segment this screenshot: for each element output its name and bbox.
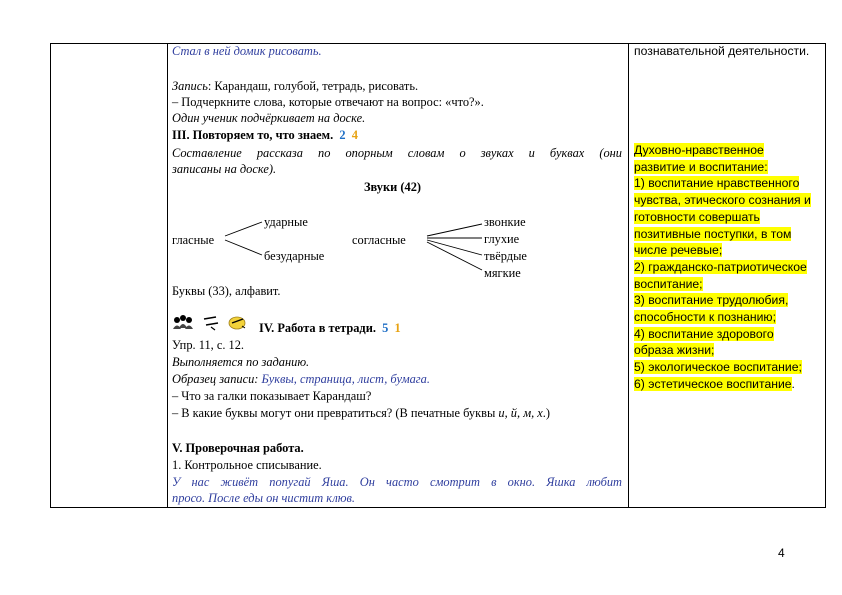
education-item-3: 3) воспитание трудолюбия, способности к познанию; [634, 293, 789, 325]
page-number: 4 [778, 546, 785, 560]
record-label: Запись [172, 79, 208, 93]
story-task-line-1: Составление рассказа по опорным словам о звуках и буквах (они [172, 146, 622, 160]
sample-label: Образец записи: [172, 372, 262, 386]
by-task-line: Выполняется по заданию. [172, 355, 310, 369]
line-to-voiced [427, 224, 482, 236]
section-3-number-blue: 2 [339, 128, 346, 142]
stressed-label: ударные [264, 215, 308, 229]
dictation-line-1: У нас живёт попугай Яша. Он часто смотрит в окно. Яшка любит [172, 475, 622, 489]
poem-line: Стал в ней домик рисовать. [172, 44, 322, 58]
right-top-text: познавательной деятельности. [634, 44, 810, 58]
one-student-note: Один ученик подчёркивает на доске. [172, 111, 366, 125]
final-period: . [791, 376, 795, 391]
soft-label: мягкие [484, 266, 521, 280]
hard-label: твёрдые [484, 249, 527, 263]
question-2-prefix: – В какие буквы могут они превратиться? (В печатные буквы [172, 406, 499, 420]
sounds-title: Звуки (42) [364, 180, 422, 194]
question-1: – Что за галки показывает Карандаш? [172, 389, 372, 403]
section-4-number-blue: 5 [382, 321, 389, 335]
section-4-title: IV. Работа в тетради. [259, 321, 376, 335]
sample-text: Буквы, страница, лист, бумага. [261, 372, 430, 386]
line-to-unstressed [225, 240, 262, 255]
group-work-icon [172, 313, 194, 331]
story-task-line-2: записаны на доске). [172, 162, 277, 176]
education-item-6: 6) эстетическое воспитание [634, 376, 792, 391]
sample-line [172, 372, 430, 387]
pencil-hand-icon [226, 313, 248, 331]
education-heading: Духовно-нравственное развитие и воспитание: [634, 143, 768, 174]
question-2-suffix: .) [542, 406, 551, 420]
copy-task-line: 1. Контрольное списывание. [172, 458, 322, 472]
question-2 [172, 406, 550, 421]
record-words: : Карандаш, голубой, тетрадь, рисовать. [207, 79, 419, 93]
section-3-number-gold: 4 [351, 128, 358, 142]
question-2-letters: и, й, м, х [498, 406, 543, 420]
line-to-hard [427, 240, 482, 255]
education-item-4: 4) воспитание здорового образа жизни; [634, 326, 774, 358]
voiceless-label: глухие [484, 232, 520, 246]
exercise-line: Упр. 11, с. 12. [172, 338, 245, 352]
education-item-1: 1) воспитание нравственного чувства, этического сознания и готовности совершать позитивные поступки, в том числе речевые; [634, 176, 811, 258]
line-to-soft [427, 242, 482, 270]
letters-line: Буквы (33), алфавит. [172, 284, 281, 298]
vowels-label: гласные [172, 233, 215, 247]
consonants-label: согласные [352, 233, 406, 247]
section-5-title: V. Проверочная работа. [172, 441, 304, 455]
section-4-number-gold: 1 [394, 321, 401, 335]
section-3-title: III. Повторяем то, что знаем. [172, 128, 334, 142]
line-to-stressed [225, 222, 262, 236]
dictation-line-2: просо. После еды он чистит клюв. [172, 491, 355, 505]
education-item-5: 5) экологическое воспитание; [634, 360, 802, 375]
underline-question: – Подчеркните слова, которые отвечают на вопрос: «что?». [172, 95, 484, 109]
pencil-pair-icon [202, 315, 220, 331]
section-4-heading [259, 321, 401, 336]
unstressed-label: безударные [264, 249, 325, 263]
voiced-label: звонкие [484, 215, 526, 229]
education-item-2: 2) гражданско-патриотическое воспитание; [634, 259, 807, 291]
education-goals-block [634, 142, 814, 393]
